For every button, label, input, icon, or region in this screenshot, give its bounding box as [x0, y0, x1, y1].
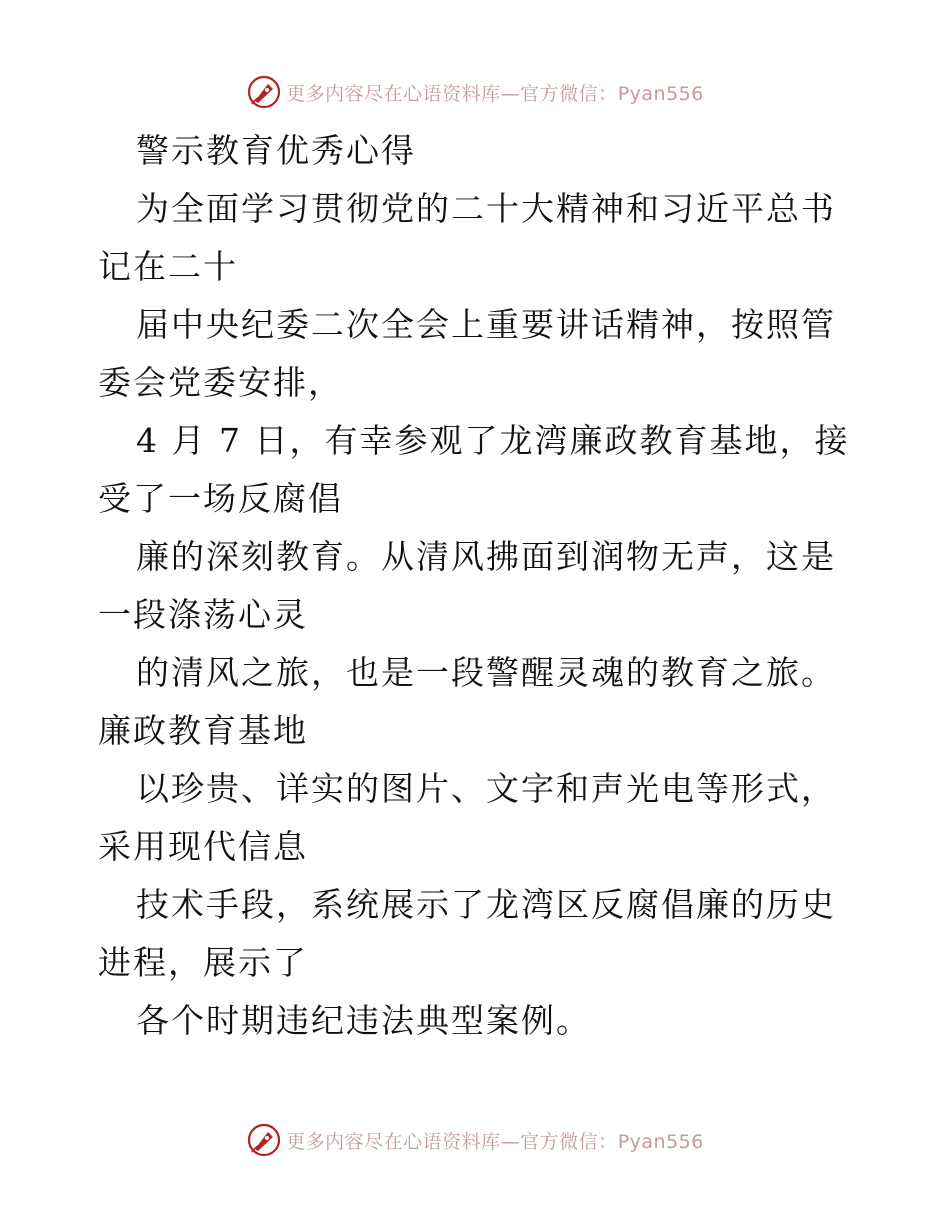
paragraph-3: 4 月 7 日，有幸参观了龙湾廉政教育基地，接受了一场反腐倡 [98, 421, 850, 518]
paragraph-7: 技术手段，系统展示了龙湾区反腐倡廉的历史进程，展示了 [98, 885, 836, 982]
banner-dash: — [500, 1130, 521, 1153]
paragraph-1: 为全面学习贯彻党的二十大精神和习近平总书记在二十 [98, 189, 836, 286]
banner-wechat-id: Pyan556 [617, 82, 704, 105]
pen-nib-logo-icon [246, 74, 282, 110]
paragraph-4: 廉的深刻教育。从清风拂面到润物无声，这是一段涤荡心灵 [98, 537, 836, 634]
banner-prefix: 更多内容尽在心语资料库 [286, 82, 501, 105]
banner-prefix: 更多内容尽在心语资料库 [286, 1130, 501, 1153]
paragraph-5: 的清风之旅，也是一段警醒灵魂的教育之旅。廉政教育基地 [98, 653, 836, 750]
banner-text [286, 1127, 704, 1154]
header-banner [0, 72, 950, 112]
banner-dash: — [500, 82, 521, 105]
paragraph-6: 以珍贵、详实的图片、文字和声光电等形式，采用现代信息 [98, 769, 836, 866]
banner-suffix: 官方微信： [520, 82, 618, 105]
document-body [98, 122, 858, 1050]
banner-wechat-id: Pyan556 [617, 1130, 704, 1153]
paragraph-8: 各个时期违纪违法典型案例。 [136, 1001, 591, 1040]
paragraph-2: 届中央纪委二次全会上重要讲话精神，按照管委会党委安排， [98, 305, 836, 402]
banner-text [286, 79, 704, 106]
pen-nib-logo-icon [246, 1122, 282, 1158]
footer-banner [0, 1120, 950, 1160]
banner-suffix: 官方微信： [520, 1130, 618, 1153]
document-title: 警示教育优秀心得 [136, 131, 416, 170]
